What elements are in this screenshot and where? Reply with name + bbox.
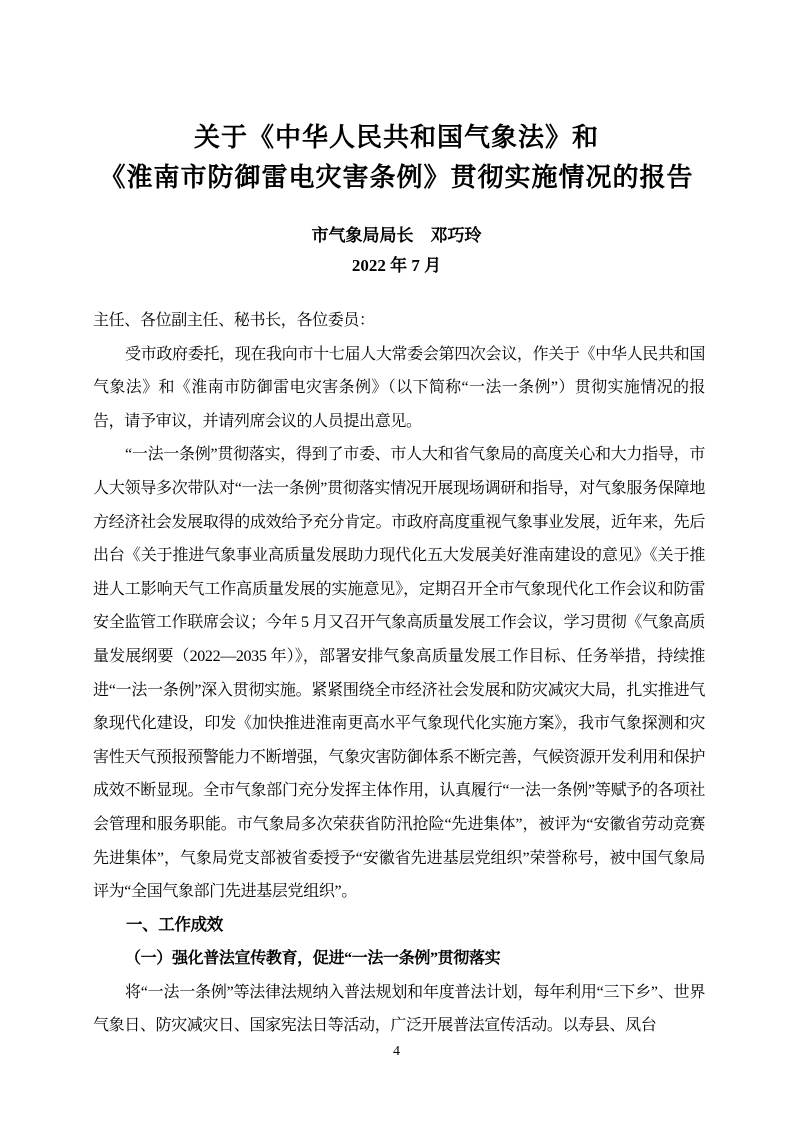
document-body xyxy=(93,304,705,1043)
byline-author: 市气象局局长 邓巧玲 xyxy=(311,226,482,245)
paragraph-intro: 受市政府委托，现在我向市十七届人大常委会第四次会议，作关于《中华人民共和国气象法》和《淮南市防御雷电灾害条例》（以下简称“一法一条例”）贯彻实施情况的报告，请予审议，并请列席会议的人员提出意见。 xyxy=(93,345,705,430)
page-number: 4 xyxy=(393,1044,400,1059)
section-heading-work-results: 一、工作成效 xyxy=(126,915,223,934)
paragraph-overview: “一法一条例”贯彻落实，得到了市委、市人大和省气象局的高度关心和大力指导，市人大领导多次带队对“一法一条例”贯彻落实情况开展现场调研和指导，对气象服务保障地方经济社会发展取得的成效给予充分肯定。市政府高度重视气象事业发展，近年来，先后出台《关于推进气象事业高质量发展助力现代化五大发展美好淮南建设的意见》《关于推进人工影响天气工作高质量发展的实施意见》，定期召开全市气象现代化工作会议和防雷安全监管工作联席会议；今年 5 月又召开气象高质量发展工作会议，学习贯彻《气象高质量发展纲要（2022—2035 年）》，部署安排气象高质量发展工作目标、任务举措，持续推进“一法一条例”深入贯彻实施。紧紧围绕全市经济社会发展和防灾减灾大局，扎实推进气象现代化建设，印发《加快推进淮南更高水平气象现代化实施方案》，我市气象探测和灾害性天气预报预警能力不断增强，气象灾害防御体系不断完善，气候资源开发利用和保护成效不断显现。全市气象部门充分发挥主体作用，认真履行“一法一条例”等赋予的各项社会管理和服务职能。市气象局多次荣获省防汛抢险“先进集体”，被评为“安徽省劳动竞赛先进集体”，气象局党支部被省委授予“安徽省先进基层党组织”荣誉称号，被中国气象局评为“全国气象部门先进基层党组织”。 xyxy=(93,446,705,901)
subsection-heading-legal-publicity: （一）强化普法宣传教育，促进“一法一条例”贯彻落实 xyxy=(125,950,501,968)
document-title xyxy=(0,118,793,198)
paragraph-legal-publicity: 将“一法一条例”等法律法规纳入普法规划和年度普法计划，每年利用“三下乡”、世界气象日、防灾减灾日、国家宪法日等活动，广泛开展普法宣传活动。以寿县、凤台 xyxy=(93,983,705,1035)
report-date: 2022 年 7 月 xyxy=(351,256,442,275)
title-line-1: 关于《中华人民共和国气象法》和 xyxy=(193,123,599,152)
salutation: 主任、各位副主任、秘书长，各位委员： xyxy=(93,312,375,329)
title-line-2: 《淮南市防御雷电灾害条例》贯彻实施情况的报告 xyxy=(99,163,694,192)
